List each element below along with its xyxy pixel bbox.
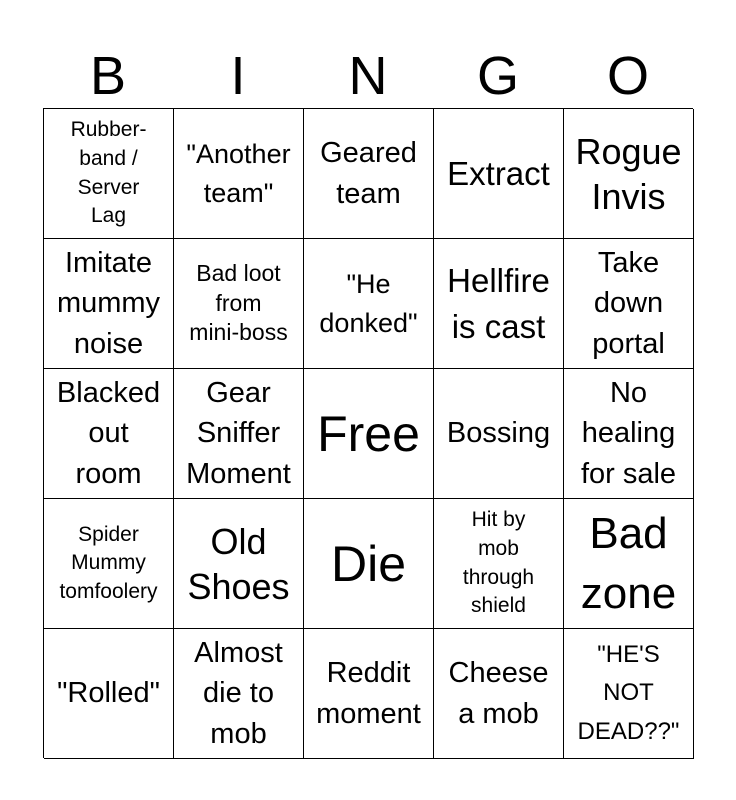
bingo-cell-text: Hit by mob through shield <box>462 508 535 618</box>
bingo-cell-text: Bad loot from mini-boss <box>189 259 288 346</box>
bingo-cell[interactable] <box>44 369 174 499</box>
bingo-cell-text: Hellfire is cast <box>447 261 550 345</box>
bingo-cell[interactable] <box>304 629 434 759</box>
bingo-cell[interactable] <box>434 109 564 239</box>
bingo-header <box>43 44 693 108</box>
header-letter-i: I <box>230 46 246 106</box>
bingo-cell[interactable] <box>434 629 564 759</box>
bingo-cell-text: Extract <box>447 154 550 192</box>
bingo-cell-text: "Rolled" <box>57 677 160 710</box>
bingo-cell-text: Bossing <box>446 417 551 450</box>
bingo-cell-text: "HE'S NOT DEAD??" <box>577 640 680 745</box>
bingo-cell-text: Spider Mummy tomfoolery <box>59 522 158 603</box>
bingo-cell[interactable] <box>304 109 434 239</box>
bingo-cell-text: Rogue Invis <box>575 130 682 217</box>
bingo-cell-text: "Another team" <box>186 139 291 208</box>
bingo-cell-text: Free <box>317 405 420 462</box>
free-space-cell[interactable] <box>304 369 434 499</box>
bingo-cell-text: Almost die to mob <box>194 637 283 750</box>
bingo-cell-text: Blacked out room <box>56 377 161 490</box>
bingo-cell[interactable] <box>304 499 434 629</box>
bingo-cell-text: Reddit moment <box>316 657 421 730</box>
bingo-cell[interactable] <box>174 629 304 759</box>
bingo-cell-text: Gear Sniffer Moment <box>186 377 291 490</box>
bingo-cell[interactable] <box>44 499 174 629</box>
bingo-cell[interactable] <box>44 239 174 369</box>
bingo-cell-text: No healing for sale <box>580 377 677 490</box>
bingo-cell[interactable] <box>564 499 694 629</box>
bingo-cell-text: Bad zone <box>580 508 677 618</box>
bingo-cell[interactable] <box>44 629 174 759</box>
bingo-cell[interactable] <box>564 109 694 239</box>
bingo-cell-text: Geared team <box>320 137 417 210</box>
bingo-cell[interactable] <box>434 369 564 499</box>
bingo-cell[interactable] <box>174 239 304 369</box>
bingo-cell[interactable] <box>564 239 694 369</box>
bingo-board <box>43 108 693 758</box>
bingo-cell-text: Rubber- band / Server Lag <box>70 118 147 228</box>
bingo-cell[interactable] <box>434 499 564 629</box>
bingo-cell-text: "He donked" <box>319 269 418 338</box>
header-letter-g: G <box>476 46 519 106</box>
header-letter-o: O <box>606 46 649 106</box>
bingo-cell[interactable] <box>174 369 304 499</box>
bingo-cell[interactable] <box>174 109 304 239</box>
bingo-cell[interactable] <box>44 109 174 239</box>
bingo-cell-text: Old Shoes <box>187 520 290 607</box>
bingo-cell-text: Die <box>330 535 407 592</box>
header-letter-b: B <box>89 46 127 106</box>
bingo-cell-text: Take down portal <box>592 247 665 360</box>
bingo-cell-text: Imitate mummy noise <box>56 247 161 360</box>
bingo-cell-text: Cheese a mob <box>448 657 549 730</box>
bingo-cell[interactable] <box>564 629 694 759</box>
bingo-cell[interactable] <box>304 239 434 369</box>
bingo-cell[interactable] <box>434 239 564 369</box>
header-letter-n: N <box>348 46 388 106</box>
bingo-cell[interactable] <box>174 499 304 629</box>
bingo-cell[interactable] <box>564 369 694 499</box>
